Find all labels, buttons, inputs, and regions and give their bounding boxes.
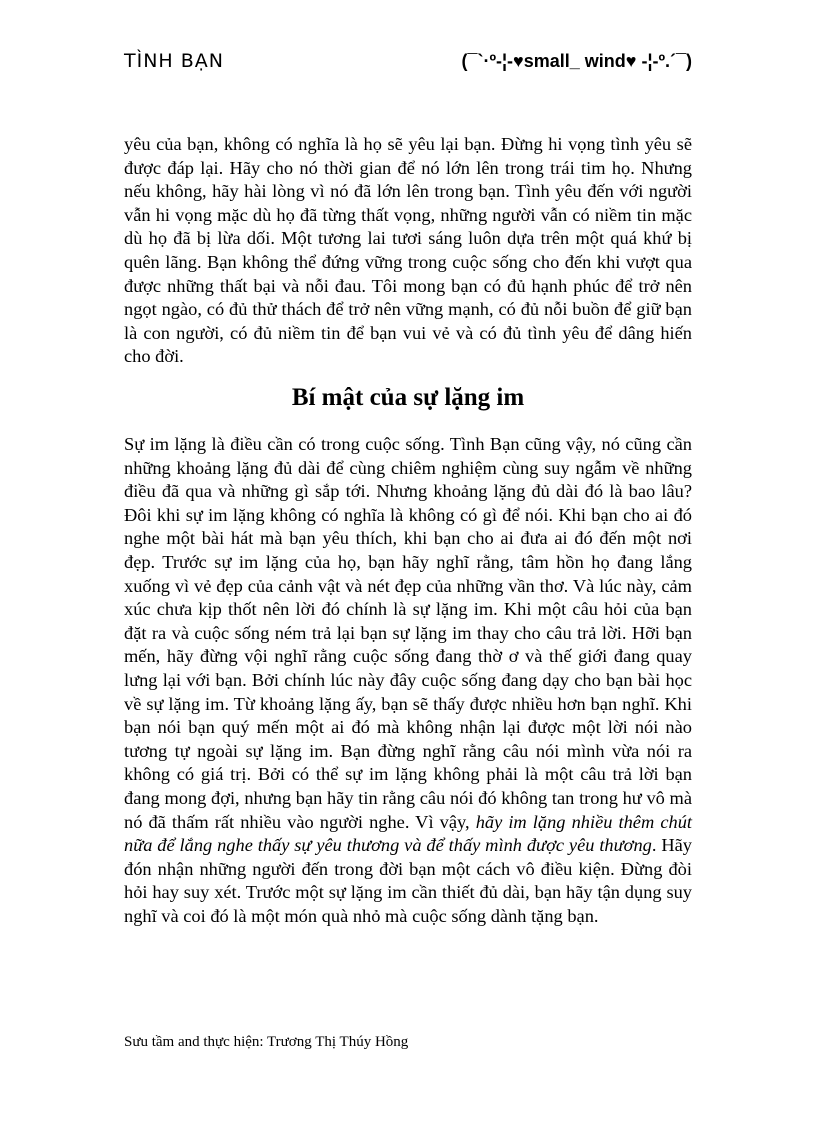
intro-text: yêu của bạn, không có nghĩa là họ sẽ yêu lại bạn. Đừng hi vọng tình yêu sẽ được đáp lại. Hãy cho nó thời gian để nó lớn lên trong trái tim họ. Nhưng nếu không, hãy hài lòng vì nó đã lớn lên trong bạn. Tình yêu đến với người vẫn hi vọng mặc dù họ đã từng thất vọng, những người vẫn có niềm tin mặc dù họ đã bị lừa dối. Một tương lai tươi sáng luôn dựa trên một quá khứ bị quên lãng. Bạn không thể đứng vững trong cuộc sống cho đến khi vượt qua được những thất bại và nỗi đau. Tôi mong bạn có đủ hạnh phúc để trở nên ngọt ngào, có đủ thử thách để trở nên vững mạnh, có đủ nỗi buồn để giữ bạn là con người, có đủ niềm tin để bạn vui vẻ và có đủ tình yêu để dâng hiến cho đời. [124, 134, 692, 367]
header-title: TÌNH BẠN [124, 50, 224, 72]
article-text-after: . Hãy đón nhận những người đến trong đời bạn một cách vô điều kiện. Đừng đòi hỏi hay suy xét. Trước một sự lặng im cần thiết đủ dài, bạn hãy tận dụng suy nghĩ và coi đó là một món quà nhỏ mà cuộc sống dành tặng bạn. [124, 835, 692, 926]
article-title: Bí mật của sự lặng im [291, 384, 525, 411]
page-footer-credit: Sưu tầm and thực hiện: Trương Thị Thúy Hồng [124, 1034, 409, 1050]
header-signature: (¯`·º-¦-♥small_ wind♥ -¦-º.´¯) [461, 51, 692, 71]
intro-paragraph [124, 133, 692, 369]
article-text [124, 433, 692, 928]
article-paragraph [124, 433, 692, 928]
page-header [124, 50, 692, 80]
article-text-before: Sự im lặng là điều cần có trong cuộc sống. Tình Bạn cũng vậy, nó cũng cần những khoảng lặng đủ dài để cùng chiêm nghiệm cùng suy ngẫm về những điều đã qua và những gì sắp tới. Nhưng khoảng lặng đủ dài đó là bao lâu? Đôi khi sự im lặng không có nghĩa là không có gì để nói. Khi bạn cho ai đó nghe một bài hát mà bạn yêu thích, khi bạn cho ai đưa ai đó đến một nơi đẹp. Trước sự im lặng của họ, bạn hãy nghĩ rằng, tâm hồn họ đang lắng xuống vì vẻ đẹp của cảnh vật và nét đẹp của những vần thơ. Và lúc này, cảm xúc chưa kịp thốt nên lời đó chính là sự lặng im. Khi một câu hỏi của bạn đặt ra và cuộc sống ném trả lại bạn sự lặng im thay cho câu trả lời. Hỡi bạn mến, hãy đừng vội nghĩ rằng cuộc sống đang thờ ơ và thế giới đang quay lưng lại với bạn. Bởi chính lúc này đây cuộc sống đang dạy cho bạn bài học về sự lặng im. Từ khoảng lặng ấy, bạn sẽ thấy được nhiều hơn bạn nghĩ. Khi bạn nói bạn quý mến một ai đó mà không nhận lại được một lời nói nào tương tự ngoài sự lặng im. Bạn đừng nghĩ rằng câu nói mình vừa nói ra không có giá trị. Bởi có thể sự im lặng không phải là một câu trả lời bạn đang mong đợi, nhưng bạn hãy tin rằng câu nói đó không tan trong hư vô mà nó đã thấm rất nhiều vào người nghe. Vì vậy, [124, 434, 692, 832]
article-text-italic: hãy im lặng nhiều thêm chút nữa để lắng nghe thấy sự yêu thương và để thấy mình được yêu thương [124, 811, 692, 856]
